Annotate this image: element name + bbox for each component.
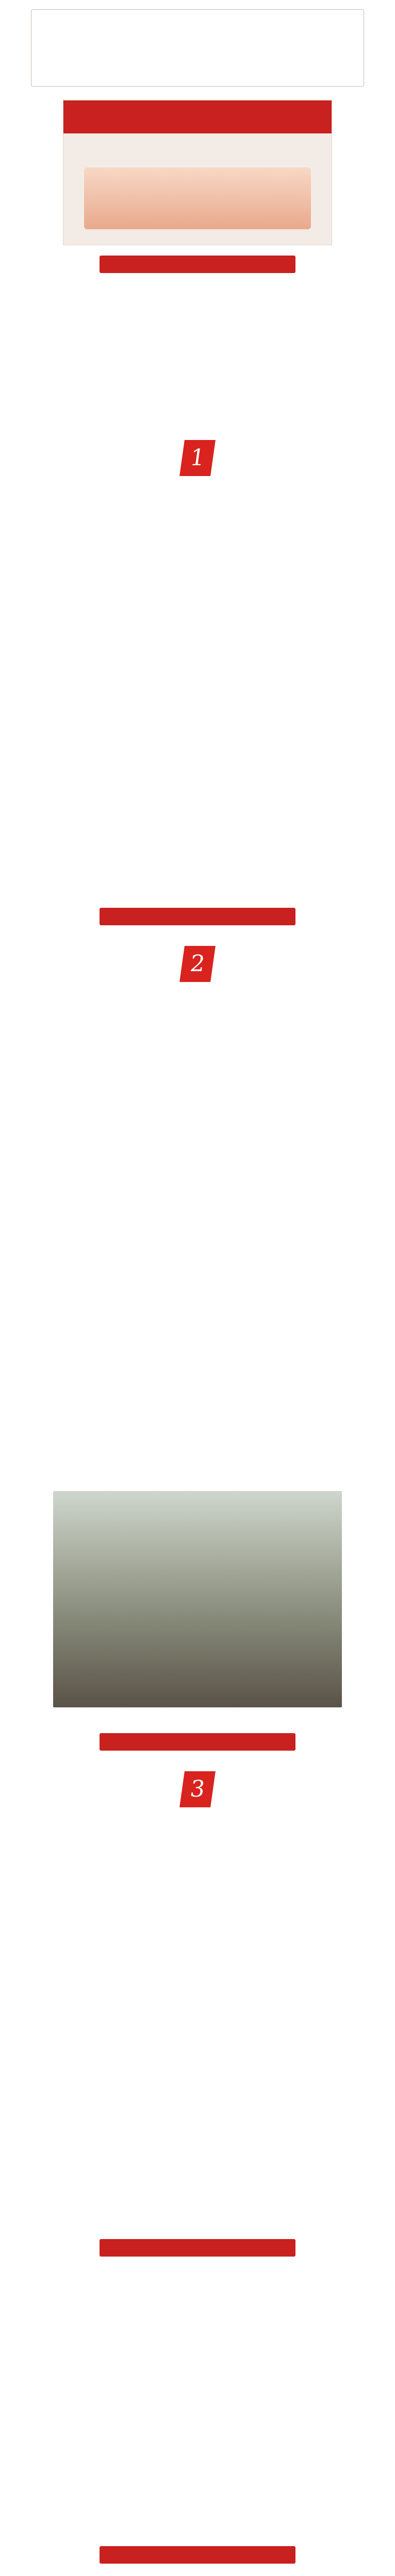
body-paragraph bbox=[31, 358, 364, 419]
body-paragraph bbox=[31, 2167, 364, 2229]
photo-caption bbox=[31, 1713, 364, 1723]
body-paragraph bbox=[31, 2094, 364, 2156]
body-paragraph bbox=[31, 762, 364, 824]
body-paragraph bbox=[31, 284, 364, 346]
section-label bbox=[100, 256, 295, 273]
section-banner bbox=[120, 1771, 275, 1833]
cover-header-band bbox=[63, 100, 332, 133]
body-paragraph bbox=[31, 1918, 364, 2082]
article-summary-box bbox=[31, 9, 364, 87]
section-label bbox=[100, 1733, 295, 1751]
section-number-badge: 1 bbox=[179, 440, 216, 476]
body-paragraph bbox=[31, 689, 364, 751]
cover-illustration bbox=[84, 167, 311, 229]
cover-image bbox=[63, 100, 332, 245]
section-number-badge: 2 bbox=[179, 946, 216, 982]
article-page bbox=[0, 9, 395, 2576]
article-photo bbox=[53, 1491, 342, 1707]
section-banner bbox=[120, 946, 275, 1008]
body-paragraph bbox=[31, 1092, 364, 1257]
body-paragraph bbox=[31, 1342, 364, 1403]
body-paragraph bbox=[31, 513, 364, 678]
section-number-badge: 3 bbox=[179, 1771, 216, 1807]
section-label bbox=[100, 908, 295, 925]
body-paragraph bbox=[31, 836, 364, 897]
body-paragraph bbox=[31, 1019, 364, 1081]
body-paragraph bbox=[31, 1415, 364, 1477]
section-banner bbox=[120, 440, 275, 502]
section-label bbox=[100, 2239, 295, 2257]
body-paragraph bbox=[31, 1268, 364, 1330]
body-paragraph bbox=[31, 1844, 364, 1906]
body-paragraph bbox=[31, 2268, 364, 2536]
section-label bbox=[100, 2546, 295, 2564]
